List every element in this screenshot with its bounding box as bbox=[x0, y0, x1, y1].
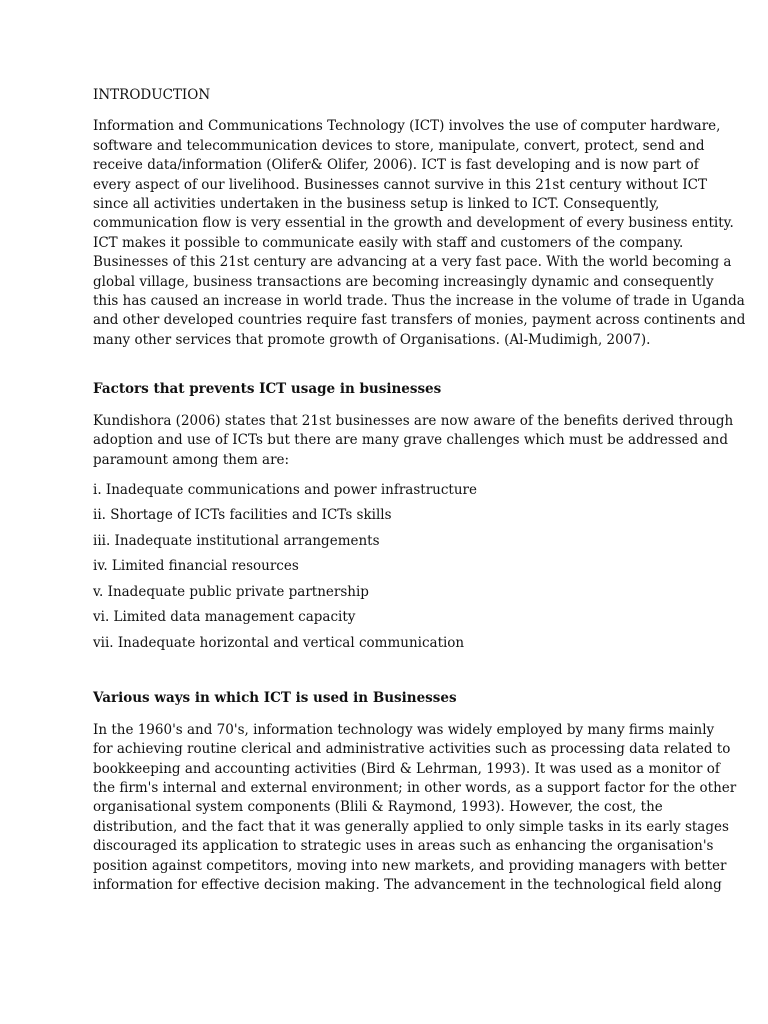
intro-paragraph bbox=[93, 117, 746, 350]
challenges-list bbox=[93, 481, 698, 653]
ways-heading: Various ways in which ICT is used in Businesses bbox=[93, 690, 457, 707]
intro-line: communication flow is very essential in the growth and development of every business entity. bbox=[93, 215, 734, 232]
intro-line: since all activities undertaken in the business setup is linked to ICT. Consequently, bbox=[93, 196, 660, 213]
intro-line: receive data/information (Olifer& Olifer, 2006). ICT is fast developing and is now part of bbox=[93, 157, 699, 174]
ways-line: In the 1960's and 70's, information technology was widely employed by many firms mainly bbox=[93, 721, 715, 738]
ways-line: for achieving routine clerical and administrative activities such as processing data related to bbox=[93, 741, 731, 758]
factors-line: adoption and use of ICTs but there are many grave challenges which must be addressed and bbox=[93, 432, 728, 449]
list-item: vii. Inadequate horizontal and vertical communication bbox=[93, 634, 465, 651]
factors-heading: Factors that prevents ICT usage in businesses bbox=[93, 381, 442, 398]
ways-line: organisational system components (Blili & Raymond, 1993). However, the cost, the bbox=[93, 799, 663, 816]
ways-line: distribution, and the fact that it was generally applied to only simple tasks in its early stages bbox=[93, 818, 729, 835]
factors-paragraph bbox=[93, 412, 734, 470]
intro-line: and other developed countries require fast transfers of monies, payment across continents and bbox=[93, 312, 746, 329]
ways-line: position against competitors, moving into new markets, and providing managers with better bbox=[93, 857, 727, 874]
intro-heading: INTRODUCTION bbox=[93, 87, 211, 103]
ways-line: information for effective decision making. The advancement in the technological field along bbox=[93, 877, 722, 894]
factors-line: Kundishora (2006) states that 21st businesses are now aware of the benefits derived through bbox=[93, 412, 734, 429]
intro-line: global village, business transactions are becoming increasingly dynamic and consequently bbox=[93, 273, 714, 290]
intro-line: many other services that promote growth of Organisations. (Al-Mudimigh, 2007). bbox=[93, 331, 651, 348]
intro-line: every aspect of our livelihood. Businesses cannot survive in this 21st century without ICT bbox=[93, 176, 707, 193]
ways-line: discouraged its application to strategic uses in areas such as enhancing the organisation's bbox=[93, 838, 714, 855]
intro-line: Businesses of this 21st century are advancing at a very fast pace. With the world becoming a bbox=[93, 254, 732, 271]
ways-line: the firm's internal and external environment; in other words, as a support factor for the other bbox=[93, 780, 737, 797]
intro-line: this has caused an increase in world trade. Thus the increase in the volume of trade in Uganda bbox=[93, 293, 745, 310]
list-item: v. Inadequate public private partnership bbox=[93, 583, 369, 600]
section-gap bbox=[93, 659, 698, 689]
section-gap bbox=[93, 350, 698, 380]
ways-paragraph bbox=[93, 721, 737, 896]
intro-line: ICT makes it possible to communicate easily with staff and customers of the company. bbox=[93, 234, 684, 251]
list-item: vi. Limited data management capacity bbox=[93, 609, 356, 626]
list-item: i. Inadequate communications and power infrastructure bbox=[93, 481, 477, 498]
intro-line: software and telecommunication devices to store, manipulate, convert, protect, send and bbox=[93, 137, 705, 154]
intro-line: Information and Communications Technology (ICT) involves the use of computer hardware, bbox=[93, 118, 721, 135]
list-item: ii. Shortage of ICTs facilities and ICTs skills bbox=[93, 507, 392, 524]
list-item: iv. Limited financial resources bbox=[93, 558, 299, 575]
factors-line: paramount among them are: bbox=[93, 451, 290, 468]
list-item: iii. Inadequate institutional arrangements bbox=[93, 532, 380, 549]
ways-line: bookkeeping and accounting activities (Bird & Lehrman, 1993). It was used as a monitor of bbox=[93, 760, 720, 777]
